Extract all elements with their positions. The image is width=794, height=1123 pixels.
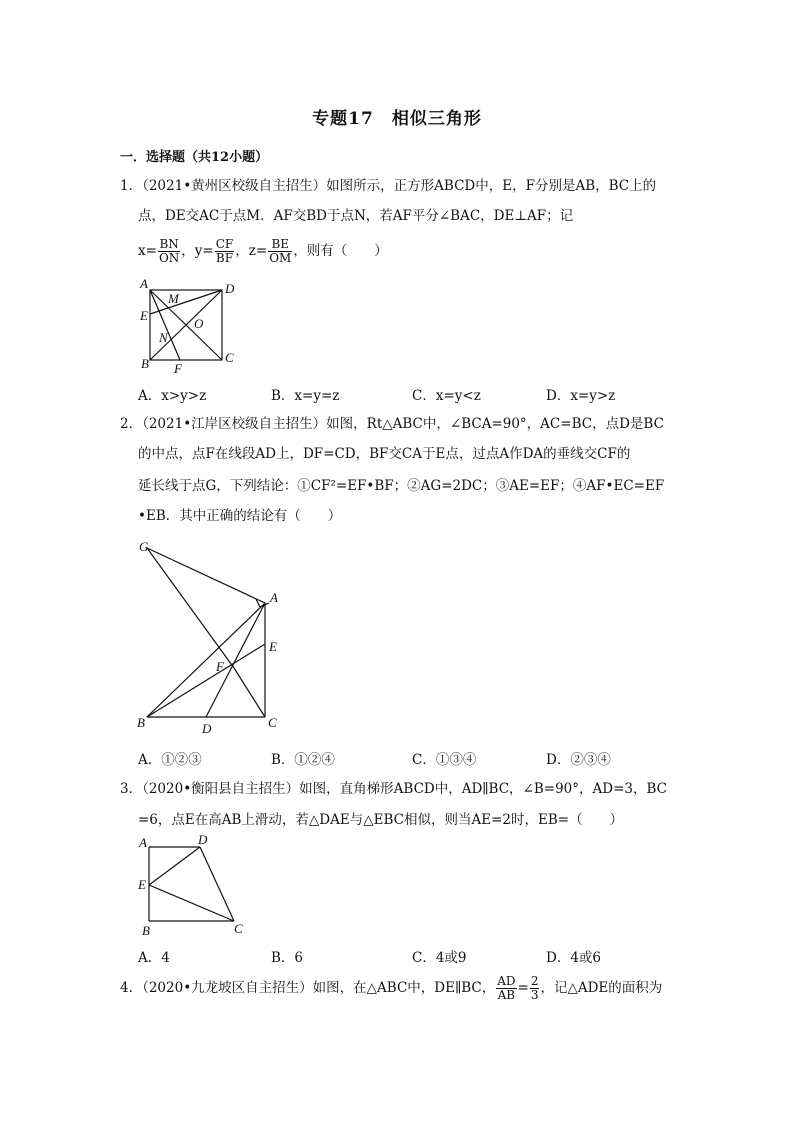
q1-label-b: B	[141, 356, 149, 371]
q2-option-d[interactable]: D．②③④	[546, 752, 611, 768]
q3-text-line1: 3．（2020•衡阳县自主招生）如图，直角梯形ABCD中，AD∥BC，∠B=90°，AD=3，BC	[120, 781, 667, 797]
q2-option-b[interactable]: B．①②④	[271, 752, 335, 768]
q1-label-a: A	[140, 276, 148, 291]
q4-tail: ，记△ADE的面积为	[540, 980, 663, 996]
q3-option-d[interactable]: D．4或6	[546, 950, 602, 966]
q1-figure-square	[136, 276, 246, 376]
q1-label-d: D	[225, 281, 235, 296]
q1-option-b[interactable]: B．x=y=z	[271, 388, 340, 404]
q1-text-line2: 点，DE交AC于点M．AF交BD于点N，若AF平分∠BAC，DE⊥AF；记	[138, 208, 574, 224]
q2-option-a[interactable]: A．①②③	[138, 752, 202, 768]
q1-label-m: M	[168, 291, 179, 306]
q3-figure-trapezoid	[134, 832, 254, 940]
q2-label-g: G	[139, 539, 149, 554]
q1-y-lead: ，y=	[181, 243, 214, 259]
q3-label-a: A	[139, 835, 147, 850]
page-title: 专题17 相似三角形	[312, 109, 482, 129]
q1-option-c[interactable]: C．x=y<z	[412, 388, 481, 404]
q1-label-c: C	[225, 350, 234, 365]
q4-text-line1	[120, 974, 662, 1002]
q2-label-b: B	[137, 715, 145, 730]
q3-label-c: C	[234, 921, 243, 936]
q2-text-line3: 延长线于点G，下列结论：①CF²=EF•BF；②AG=2DC；③AE=EF；④AF•EC=EF	[138, 478, 665, 494]
q3-label-b: B	[142, 923, 150, 938]
q4-lead: 4．（2020•九龙坡区自主招生）如图，在△ABC中，DE∥BC，	[120, 980, 496, 996]
q2-text-line2: 的中点，点F在线段AD上，DF=CD，BF交CA于E点，过点A作DA的垂线交CF的	[138, 446, 631, 462]
q4-fraction-two-thirds: $\frac{2}{3}$	[530, 974, 539, 1002]
q1-label-f: F	[174, 361, 182, 376]
q3-option-a[interactable]: A．4	[138, 950, 170, 966]
q3-option-b[interactable]: B．6	[271, 950, 304, 966]
q1-label-e: E	[140, 308, 148, 323]
q1-fraction-z: $\frac{BE}{OM}$	[269, 237, 292, 265]
q1-tail: ，则有（ ）	[293, 243, 388, 259]
q2-label-a: A	[270, 590, 278, 605]
q4-equals: =	[517, 980, 529, 996]
q3-option-c[interactable]: C．4或9	[412, 950, 467, 966]
q3-label-e: E	[138, 877, 146, 892]
q1-option-d[interactable]: D．x=y>z	[546, 388, 616, 404]
q1-label-o: O	[194, 316, 204, 331]
q2-figure-triangle	[134, 534, 294, 740]
q2-label-f: F	[216, 659, 224, 674]
q2-label-d: D	[202, 721, 212, 736]
q1-text-line1: 1．（2021•黄州区校级自主招生）如图所示，正方形ABCD中，E，F分别是AB，BC上的	[120, 178, 657, 194]
q3-text-line2: =6，点E在高AB上滑动，若△DAE与△EBC相似，则当AE=2时，EB=（ ）	[138, 812, 624, 828]
q1-text-line3	[138, 238, 388, 265]
q2-option-c[interactable]: C．①③④	[412, 752, 477, 768]
q2-text-line1: 2．（2021•江岸区校级自主招生）如图，Rt△ABC中，∠BCA=90°，AC=BC，点D是BC	[120, 416, 664, 432]
q2-label-c: C	[268, 715, 277, 730]
q2-text-line4: •EB．其中正确的结论有（ ）	[138, 508, 342, 524]
section-heading: 一．选择题（共12小题）	[120, 150, 269, 165]
q1-option-a[interactable]: A．x>y>z	[138, 388, 207, 404]
q1-fraction-y: $\frac{CF}{BF}$	[215, 237, 234, 265]
q3-label-d: D	[198, 832, 208, 847]
q1-fraction-x: $\frac{BN}{ON}$	[158, 237, 180, 265]
q2-label-e: E	[269, 639, 277, 654]
q1-x-lead: x=	[138, 243, 157, 259]
q4-fraction-ad-ab: $\frac{AD}{AB}$	[497, 974, 516, 1002]
q1-label-n: N	[159, 330, 168, 345]
q1-z-lead: ，z=	[235, 243, 268, 259]
